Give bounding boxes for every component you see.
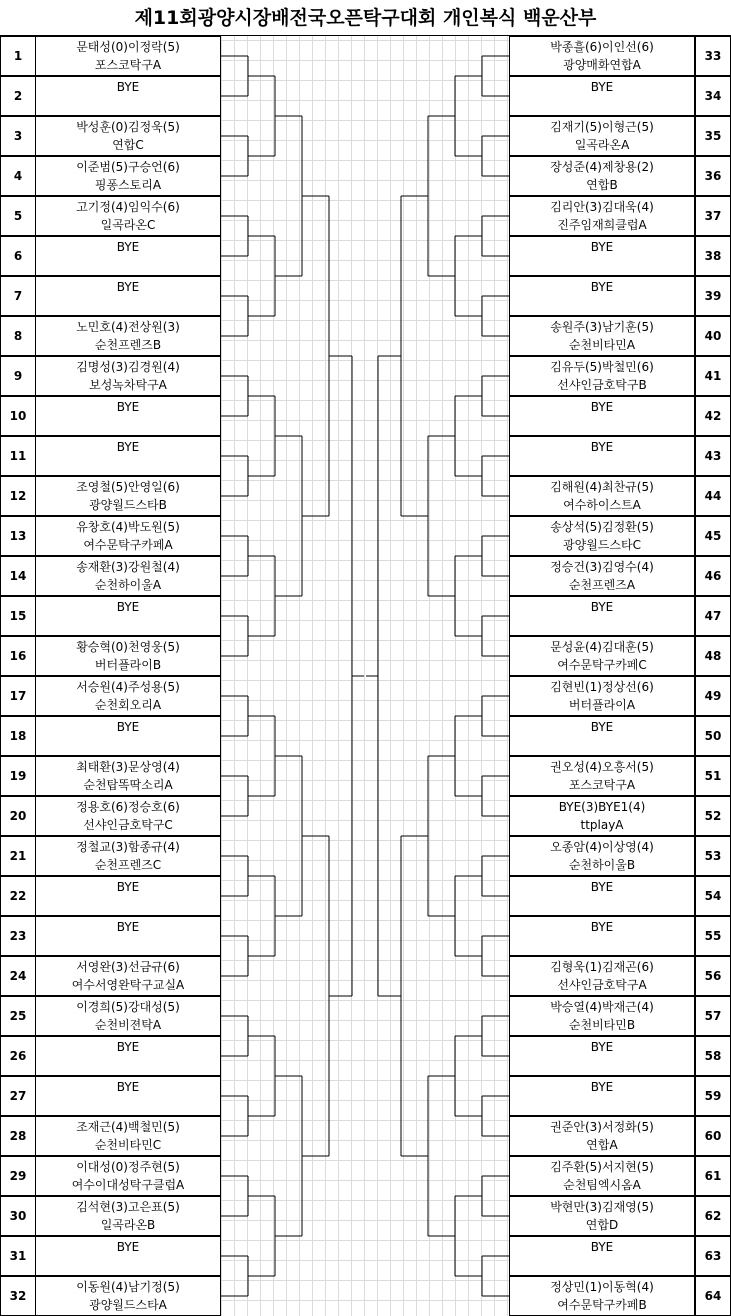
entry-players: BYE bbox=[116, 240, 140, 254]
seed-number: 27 bbox=[0, 1076, 36, 1116]
entry-club: 광양매화연합A bbox=[563, 58, 641, 72]
entry-players: 오종암(4)이상영(4) bbox=[550, 840, 654, 854]
seed-number: 37 bbox=[695, 196, 731, 236]
entry-players: BYE bbox=[590, 920, 614, 934]
entry-club: 광양월드스타C bbox=[563, 538, 641, 552]
seed-number: 60 bbox=[695, 1116, 731, 1156]
entry-club: 버터플라이A bbox=[568, 698, 636, 712]
seed-number: 17 bbox=[0, 676, 36, 716]
entry-club: 선샤인금호탁구C bbox=[83, 818, 173, 832]
entry-club: 여수문탁구카페C bbox=[557, 658, 647, 672]
entry-players: 김재기(5)이형근(5) bbox=[550, 120, 654, 134]
entry-players: 노민호(4)전상원(3) bbox=[76, 320, 180, 334]
entry-players: 정상민(1)이동혁(4) bbox=[550, 1280, 654, 1294]
entry-club: 연합C bbox=[112, 138, 144, 152]
entry-players: BYE bbox=[590, 280, 614, 294]
entry-players: 김주환(5)서지현(5) bbox=[550, 1160, 654, 1174]
seed-number: 43 bbox=[695, 436, 731, 476]
entry-players: BYE bbox=[590, 1040, 614, 1054]
entry-players: 송재환(3)강원철(4) bbox=[76, 560, 180, 574]
entry-players: 이경희(5)강대성(5) bbox=[76, 1000, 180, 1014]
entry-players: BYE bbox=[116, 920, 140, 934]
seed-number: 13 bbox=[0, 516, 36, 556]
seed-number: 14 bbox=[0, 556, 36, 596]
seed-number: 57 bbox=[695, 996, 731, 1036]
entry-club: 선샤인금호탁구B bbox=[557, 378, 647, 392]
entry-club: 포스코탁구A bbox=[94, 58, 162, 72]
entry-players: BYE bbox=[116, 440, 140, 454]
entry-players: 최태환(3)문상영(4) bbox=[76, 760, 180, 774]
seed-number: 9 bbox=[0, 356, 36, 396]
entry-players: BYE bbox=[590, 240, 614, 254]
seed-number: 40 bbox=[695, 316, 731, 356]
seed-number: 38 bbox=[695, 236, 731, 276]
seed-number: 4 bbox=[0, 156, 36, 196]
entry-club: 연합B bbox=[586, 178, 618, 192]
seed-number: 44 bbox=[695, 476, 731, 516]
seed-number: 18 bbox=[0, 716, 36, 756]
entry-players: 김형욱(1)김재곤(6) bbox=[550, 960, 654, 974]
entry-players: BYE bbox=[590, 600, 614, 614]
seed-number: 10 bbox=[0, 396, 36, 436]
seed-number: 51 bbox=[695, 756, 731, 796]
seed-number: 46 bbox=[695, 556, 731, 596]
entry-players: 서승원(4)주성용(5) bbox=[76, 680, 180, 694]
seed-number: 36 bbox=[695, 156, 731, 196]
entry-players: 정철교(3)함종규(4) bbox=[76, 840, 180, 854]
entry-players: BYE bbox=[116, 1080, 140, 1094]
entry-players: BYE(3)BYE1(4) bbox=[558, 800, 646, 814]
entry-players: BYE bbox=[116, 80, 140, 94]
entry-club: 핑퐁스토리A bbox=[94, 178, 162, 192]
entry-players: 조재근(4)백철민(5) bbox=[76, 1120, 180, 1134]
entry-club: 여수문탁구카페A bbox=[83, 538, 173, 552]
seed-number: 58 bbox=[695, 1036, 731, 1076]
seed-number: 26 bbox=[0, 1036, 36, 1076]
entry-players: 장성준(4)제창용(2) bbox=[550, 160, 654, 174]
entry-players: BYE bbox=[116, 280, 140, 294]
seed-number: 28 bbox=[0, 1116, 36, 1156]
entry-players: 송상석(5)김정환(5) bbox=[550, 520, 654, 534]
entry-players: 김해원(4)최찬규(5) bbox=[550, 480, 654, 494]
seed-number: 47 bbox=[695, 596, 731, 636]
seed-number: 45 bbox=[695, 516, 731, 556]
seed-number: 59 bbox=[695, 1076, 731, 1116]
seed-number: 5 bbox=[0, 196, 36, 236]
entry-players: 권오성(4)오흥서(5) bbox=[550, 760, 654, 774]
entry-club: 연합D bbox=[585, 1218, 619, 1232]
seed-number: 8 bbox=[0, 316, 36, 356]
entry-club: 일곡라온A bbox=[574, 138, 630, 152]
entry-club: 선샤인금호탁구A bbox=[557, 978, 647, 992]
seed-number: 39 bbox=[695, 276, 731, 316]
entry-players: 박현만(3)김재영(5) bbox=[550, 1200, 654, 1214]
entry-players: 권준안(3)서정화(5) bbox=[550, 1120, 654, 1134]
entry-club: 순천회오리A bbox=[94, 698, 162, 712]
entry-club: 일곡라온C bbox=[100, 218, 156, 232]
seed-number: 16 bbox=[0, 636, 36, 676]
entry-players: 이동원(4)남기정(5) bbox=[76, 1280, 180, 1294]
seed-number: 29 bbox=[0, 1156, 36, 1196]
seed-number: 56 bbox=[695, 956, 731, 996]
entry-players: 고기정(4)임익수(6) bbox=[76, 200, 180, 214]
page-title: 제11회광양시장배전국오픈탁구대회 개인복식 백운산부 bbox=[0, 0, 731, 36]
entry-players: BYE bbox=[590, 1240, 614, 1254]
entry-club: 버터플라이B bbox=[94, 658, 162, 672]
entry-players: 유창호(4)박도원(5) bbox=[76, 520, 180, 534]
seed-number: 21 bbox=[0, 836, 36, 876]
seed-number: 7 bbox=[0, 276, 36, 316]
entry-players: 이대성(0)정주현(5) bbox=[76, 1160, 180, 1174]
seed-number: 31 bbox=[0, 1236, 36, 1276]
entry-players: BYE bbox=[116, 400, 140, 414]
entry-club: 포스코탁구A bbox=[568, 778, 636, 792]
entry-players: 정용호(6)정승호(6) bbox=[76, 800, 180, 814]
seed-number: 42 bbox=[695, 396, 731, 436]
entry-club: 순천비타민A bbox=[568, 338, 636, 352]
entry-players: BYE bbox=[590, 80, 614, 94]
entry-players: BYE bbox=[590, 720, 614, 734]
seed-number: 15 bbox=[0, 596, 36, 636]
seed-number: 35 bbox=[695, 116, 731, 156]
entry-club: 여수서영완탁구교실A bbox=[71, 978, 185, 992]
entry-club: 광양월드스타B bbox=[89, 498, 167, 512]
seed-number: 41 bbox=[695, 356, 731, 396]
entry-players: 김석현(3)고은표(5) bbox=[76, 1200, 180, 1214]
seed-number: 3 bbox=[0, 116, 36, 156]
entry-players: 김유두(5)박철민(6) bbox=[550, 360, 654, 374]
seed-number: 1 bbox=[0, 36, 36, 76]
seed-number: 33 bbox=[695, 36, 731, 76]
seed-number: 11 bbox=[0, 436, 36, 476]
seed-number: 52 bbox=[695, 796, 731, 836]
seed-number: 22 bbox=[0, 876, 36, 916]
entry-players: 정승건(3)김영수(4) bbox=[550, 560, 654, 574]
entry-club: 광양월드스타A bbox=[89, 1298, 167, 1312]
entry-players: 김명성(3)김경원(4) bbox=[76, 360, 180, 374]
seed-number: 32 bbox=[0, 1276, 36, 1316]
seed-number: 62 bbox=[695, 1196, 731, 1236]
entry-club: ttplayA bbox=[580, 818, 624, 832]
seed-number: 54 bbox=[695, 876, 731, 916]
entry-players: 서영완(3)선금규(6) bbox=[76, 960, 180, 974]
seed-number: 25 bbox=[0, 996, 36, 1036]
entry-club: 순천하이울A bbox=[94, 578, 162, 592]
entry-players: 문성윤(4)김대훈(5) bbox=[550, 640, 654, 654]
seed-number: 63 bbox=[695, 1236, 731, 1276]
seed-number: 48 bbox=[695, 636, 731, 676]
entry-club: 순천비젼탁A bbox=[94, 1018, 162, 1032]
entry-club: 여수하이스트A bbox=[563, 498, 641, 512]
seed-number: 34 bbox=[695, 76, 731, 116]
entry-players: 박승열(4)박재근(4) bbox=[550, 1000, 654, 1014]
seed-number: 20 bbox=[0, 796, 36, 836]
entry-players: 황승혁(0)천영웅(5) bbox=[76, 640, 180, 654]
entry-players: BYE bbox=[590, 400, 614, 414]
entry-players: BYE bbox=[116, 1240, 140, 1254]
entry-club: 진주임재희클럽A bbox=[557, 218, 647, 232]
entry-players: BYE bbox=[116, 600, 140, 614]
entry-players: 송원주(3)남기훈(5) bbox=[550, 320, 654, 334]
entry-players: BYE bbox=[590, 1080, 614, 1094]
entry-players: 박성훈(0)김정욱(5) bbox=[76, 120, 180, 134]
seed-number: 49 bbox=[695, 676, 731, 716]
entry-club: 순천팀엑시옴A bbox=[563, 1178, 641, 1192]
entry-club: 순천탑똑딱소리A bbox=[83, 778, 173, 792]
seed-number: 50 bbox=[695, 716, 731, 756]
entry-players: 문태성(0)이정락(5) bbox=[76, 40, 180, 54]
entry-club: 순천프렌즈C bbox=[94, 858, 162, 872]
entry-club: 여수이대성탁구클럽A bbox=[71, 1178, 185, 1192]
entry-club: 순천하이울B bbox=[568, 858, 636, 872]
seed-number: 55 bbox=[695, 916, 731, 956]
entry-players: BYE bbox=[590, 440, 614, 454]
entry-club: 순천비타민C bbox=[94, 1138, 162, 1152]
entry-club: 일곡라온B bbox=[100, 1218, 156, 1232]
entry-players: 김리안(3)김대욱(4) bbox=[550, 200, 654, 214]
seed-number: 19 bbox=[0, 756, 36, 796]
seed-number: 2 bbox=[0, 76, 36, 116]
entry-players: BYE bbox=[116, 880, 140, 894]
entry-club: 연합A bbox=[586, 1138, 618, 1152]
entry-club: 여수문탁구카페B bbox=[557, 1298, 647, 1312]
seed-number: 64 bbox=[695, 1276, 731, 1316]
seed-number: 12 bbox=[0, 476, 36, 516]
entry-players: BYE bbox=[116, 1040, 140, 1054]
seed-number: 24 bbox=[0, 956, 36, 996]
entry-players: 김현빈(1)정상선(6) bbox=[550, 680, 654, 694]
entry-players: BYE bbox=[116, 720, 140, 734]
entry-players: 조영철(5)안영일(6) bbox=[76, 480, 180, 494]
entry-players: 박종흘(6)이인선(6) bbox=[550, 40, 654, 54]
seed-number: 30 bbox=[0, 1196, 36, 1236]
entry-club: 보성녹차탁구A bbox=[89, 378, 167, 392]
seed-number: 23 bbox=[0, 916, 36, 956]
entry-club: 순천프렌즈B bbox=[94, 338, 162, 352]
entry-club: 순천프렌즈A bbox=[568, 578, 636, 592]
seed-number: 6 bbox=[0, 236, 36, 276]
seed-number: 53 bbox=[695, 836, 731, 876]
entry-club: 순천비타민B bbox=[568, 1018, 636, 1032]
seed-number: 61 bbox=[695, 1156, 731, 1196]
entry-players: 이준범(5)구승언(6) bbox=[76, 160, 180, 174]
entry-players: BYE bbox=[590, 880, 614, 894]
